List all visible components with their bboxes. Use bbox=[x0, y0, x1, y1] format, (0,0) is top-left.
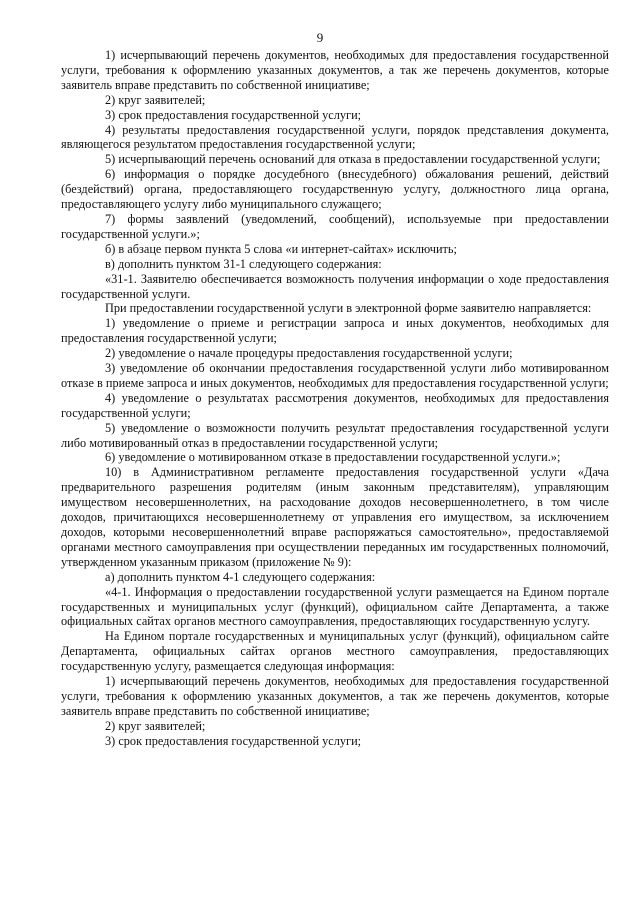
paragraph: 6) уведомление о мотивированном отказе в предоставлении государственной услуги.»; bbox=[105, 450, 561, 465]
paragraph: 1) исчерпывающий перечень документов, необходимых для предоставления государственной услуги, требования к оформлению указанных документов, а так же перечень документов, которые заявитель вправе представить по собственной инициативе; bbox=[61, 48, 609, 92]
document-body bbox=[61, 48, 609, 749]
paragraph: 7) формы заявлений (уведомлений, сообщений), используемые при предоставлении государственной услуги.»; bbox=[61, 211, 609, 241]
paragraph: 2) круг заявителей; bbox=[105, 92, 206, 107]
paragraph: 3) срок предоставления государственной услуги; bbox=[105, 733, 362, 748]
paragraph: При предоставлении государственной услуги в электронной форме заявителю направляется: bbox=[105, 301, 592, 316]
paragraph: 1) исчерпывающий перечень документов, необходимых для предоставления государственной услуги, требования к оформлению указанных документов, а так же перечень документов, которые заявитель вправе представить по собственной инициативе; bbox=[61, 674, 609, 718]
paragraph: 4) уведомление о результатах рассмотрения документов, необходимых для предоставления государственной услуги; bbox=[61, 390, 609, 420]
paragraph: 3) уведомление об окончании предоставления государственной услуги либо мотивированном отказе в приеме запроса и иных документов, необходимых для предоставления государственной услуги; bbox=[61, 361, 609, 390]
paragraph: 3) срок предоставления государственной услуги; bbox=[105, 107, 362, 122]
paragraph: в) дополнить пунктом 31-1 следующего содержания: bbox=[105, 256, 382, 271]
paragraph: 10) в Административном регламенте предоставления государственной услуги «Дача предварительного разрешения родителям (иным законным представителям), управляющим имуществом несовершеннолетних, на расходование доходов несовершеннолетнего, в том числе доходов, причитающихся несовершеннолетнему от управления его имуществом, за исключением доходов, которыми несовершеннолетний вправе распоряжаться самостоятельно», предоставляемой органами местного самоуправления при осуществлении переданных им государственных полномочий, утвержденном указанным приказом (приложение № 9): bbox=[61, 465, 609, 569]
paragraph: На Едином портале государственных и муниципальных услуг (функций), официальном сайте Департамента, официальных сайтах органов местного самоуправления, предоставляющих государственную услугу, размещается следующая информация: bbox=[61, 629, 609, 674]
page-number: 9 bbox=[316, 30, 324, 45]
paragraph: 5) уведомление о возможности получить результат предоставления государственной услуги либо мотивированный отказ в предоставлении государственной услуги; bbox=[61, 420, 609, 450]
paragraph: 4) результаты предоставления государственной услуги, порядок представления документа, являющегося результатом предоставления государственной услуги; bbox=[61, 122, 609, 152]
paragraph: а) дополнить пунктом 4-1 следующего содержания: bbox=[105, 569, 376, 584]
paragraph: «4-1. Информация о предоставлении государственной услуги размещается на Едином портале государственных и муниципальных услуг (функций), официальном сайте Департамента, а также официальных сайтах органов местного самоуправления, предоставляющих государственную услугу. bbox=[61, 584, 609, 629]
paragraph: 2) круг заявителей; bbox=[105, 718, 206, 733]
paragraph: «31-1. Заявителю обеспечивается возможность получения информации о ходе предоставления государственной услуги. bbox=[61, 271, 609, 301]
paragraph: 2) уведомление о начале процедуры предоставления государственной услуги; bbox=[105, 346, 513, 361]
paragraph: 5) исчерпывающий перечень оснований для отказа в предоставлении государственной услуги; bbox=[105, 152, 601, 167]
paragraph: б) в абзаце первом пункта 5 слова «и интернет-сайтах» исключить; bbox=[105, 241, 457, 256]
paragraph: 6) информация о порядке досудебного (внесудебного) обжалования решений, действий (бездействий) органа, предоставляющего государственную услугу, должностного лица органа, предоставляющего услугу либо муниципального служащего; bbox=[61, 167, 609, 212]
paragraph: 1) уведомление о приеме и регистрации запроса и иных документов, необходимых для предоставления государственной услуги; bbox=[61, 316, 609, 346]
